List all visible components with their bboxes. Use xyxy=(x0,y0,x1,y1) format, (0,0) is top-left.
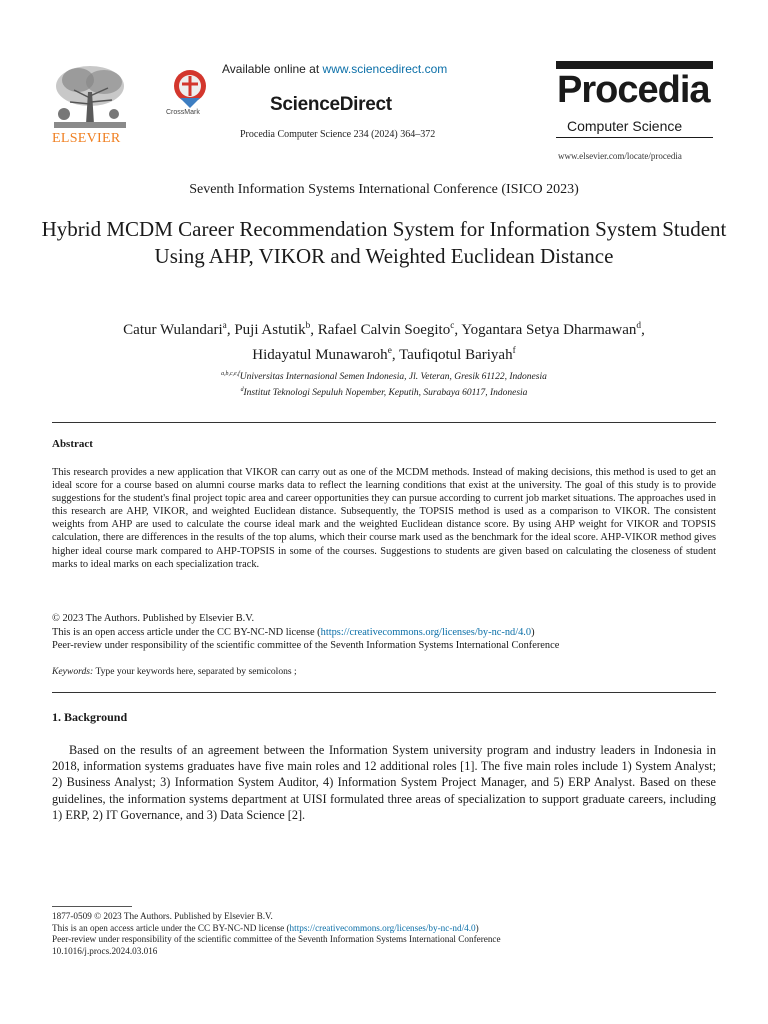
author-name: Catur Wulandari xyxy=(123,322,223,338)
author-affiliation-mark: e xyxy=(387,346,392,356)
author-name: Puji Astutik xyxy=(234,322,306,338)
sciencedirect-wordmark: ScienceDirect xyxy=(270,94,392,115)
copyright-block xyxy=(52,612,716,653)
journal-subtitle: Computer Science xyxy=(567,118,683,134)
affiliation-mark: a,b,c,e,f xyxy=(221,371,240,377)
keywords-line xyxy=(52,666,297,677)
author-affiliation-mark: c xyxy=(450,321,455,331)
affiliation-mark: d xyxy=(240,387,244,394)
license-suffix: ) xyxy=(531,626,535,638)
paper-title: Hybrid MCDM Career Recommendation System for Information System Student Using AHP, VIKOR and Weighted Euclidean Distance xyxy=(41,217,727,268)
journal-reference: Procedia Computer Science 234 (2024) 364–372 xyxy=(240,129,436,140)
author-separator: , xyxy=(310,322,318,338)
license-link[interactable]: https://creativecommons.org/licenses/by-nc-nd/4.0 xyxy=(320,626,532,638)
available-prefix: Available online at xyxy=(222,62,323,76)
author-list xyxy=(40,316,728,366)
footer-license-prefix: This is an open access article under the CC BY-NC-ND license ( xyxy=(52,922,290,933)
footer-doi: 10.1016/j.procs.2024.03.016 xyxy=(52,945,158,956)
keywords-text: Type your keywords here, separated by semicolons ; xyxy=(93,666,297,677)
footnote-rule xyxy=(52,906,132,907)
affiliation-text: Universitas Internasional Semen Indonesia, Jl. Veteran, Gresik 61122, Indonesia xyxy=(239,372,547,383)
abstract-top-rule xyxy=(52,422,716,423)
author-separator: , xyxy=(454,322,462,338)
available-online-line xyxy=(222,62,447,76)
author-separator: , xyxy=(226,322,235,338)
author-affiliation-mark: a xyxy=(222,321,227,331)
affiliation-text: Institut Teknologi Sepuluh Nopember, Keputih, Surabaya 60117, Indonesia xyxy=(243,388,528,399)
affiliation-line xyxy=(40,368,728,384)
crossmark-label: CrossMark xyxy=(166,109,200,116)
journal-top-bar xyxy=(556,61,713,69)
author-separator: , xyxy=(391,347,400,363)
peer-review-line: Peer-review under responsibility of the scientific committee of the Seventh Information Systems International Conference xyxy=(52,640,560,651)
footer-license-line xyxy=(52,923,722,935)
journal-url-link[interactable]: www.elsevier.com/locate/procedia xyxy=(558,151,682,161)
affiliation-list xyxy=(40,368,728,400)
sciencedirect-link[interactable]: www.sciencedirect.com xyxy=(322,62,448,76)
page-footer xyxy=(52,911,722,957)
author-affiliation-mark: f xyxy=(512,346,516,356)
affiliation-line xyxy=(40,384,728,400)
author-name: Rafael Calvin Soegito xyxy=(317,322,451,338)
footer-peer-review: Peer-review under responsibility of the scientific committee of the Seventh Information Systems International Conference xyxy=(52,934,501,944)
copyright-line: © 2023 The Authors. Published by Elsevier B.V. xyxy=(52,613,255,624)
author-name: Yogantara Setya Dharmawan xyxy=(461,322,637,338)
footer-issn: 1877-0509 © 2023 The Authors. Published by Elsevier B.V. xyxy=(52,911,273,921)
abstract-text: This research provides a new application that VIKOR can carry out as one of the MCDM methods. Instead of making decisions, this method is used to get an ideal score for a course based on alumni course marks data to reflect the learning conditions that exist at the university. The goal of this study is to provide suggestions for the student's final project topic area and career opportunities they can pursue according to current job market situations. The approaches used in this research are AHP, VIKOR, and weighted Euclidean distance. Subsequently, the TOPSIS method is used as a comparison to VIKOR. The consistent weights from AHP are used to calculate the course ideal mark and the weighted Euclidean distance score. By using AHP weight for VIKOR and TOPSIS calculation, there are differences in the results of the top alums, which their course mark used as the benchmark for the ideal score. AHP-VIKOR method gives higher ideal course mark compared to AHP-TOPSIS in some of the courses. Suggestions to students are given based on calculating the closeness of student marks to ideal marks on each specialization track. xyxy=(52,467,716,570)
author-separator: , xyxy=(641,322,645,338)
publisher-wordmark: ELSEVIER xyxy=(52,131,121,146)
abstract-bottom-rule xyxy=(52,692,716,693)
abstract-heading: Abstract xyxy=(52,438,93,450)
keywords-label: Keywords: xyxy=(52,666,94,677)
author-affiliation-mark: d xyxy=(636,321,642,331)
author-affiliation-mark: b xyxy=(305,321,311,331)
section-paragraph: Based on the results of an agreement between the Information System university program and industry leaders in Indonesia in 2018, information systems graduates have five main roles and 12 additional roles [1]. The five main roles include 1) System Analyst; 2) Business Analyst; 3) Information System Auditor, 4) Information System Project Manager, and 5) ERP Analyst. Based on these guidelines, the information systems department at UISI formulated three areas of specialization to support graduate careers, including 1) ERP, 2) IT Governance, and 3) Data Science [2]. xyxy=(52,743,716,822)
license-prefix: This is an open access article under the CC BY-NC-ND license ( xyxy=(52,626,321,638)
footer-license-link[interactable]: https://creativecommons.org/licenses/by-nc-nd/4.0 xyxy=(289,922,476,933)
journal-title: Procedia xyxy=(557,69,710,111)
author-name: Taufiqotul Bariyah xyxy=(399,347,513,363)
journal-divider xyxy=(556,137,713,138)
author-name: Hidayatul Munawaroh xyxy=(252,347,388,363)
conference-name: Seventh Information Systems International Conference (ISICO 2023) xyxy=(189,182,579,197)
license-line xyxy=(52,626,716,640)
footer-license-suffix: ) xyxy=(475,922,479,933)
section-heading: 1. Background xyxy=(52,710,128,724)
